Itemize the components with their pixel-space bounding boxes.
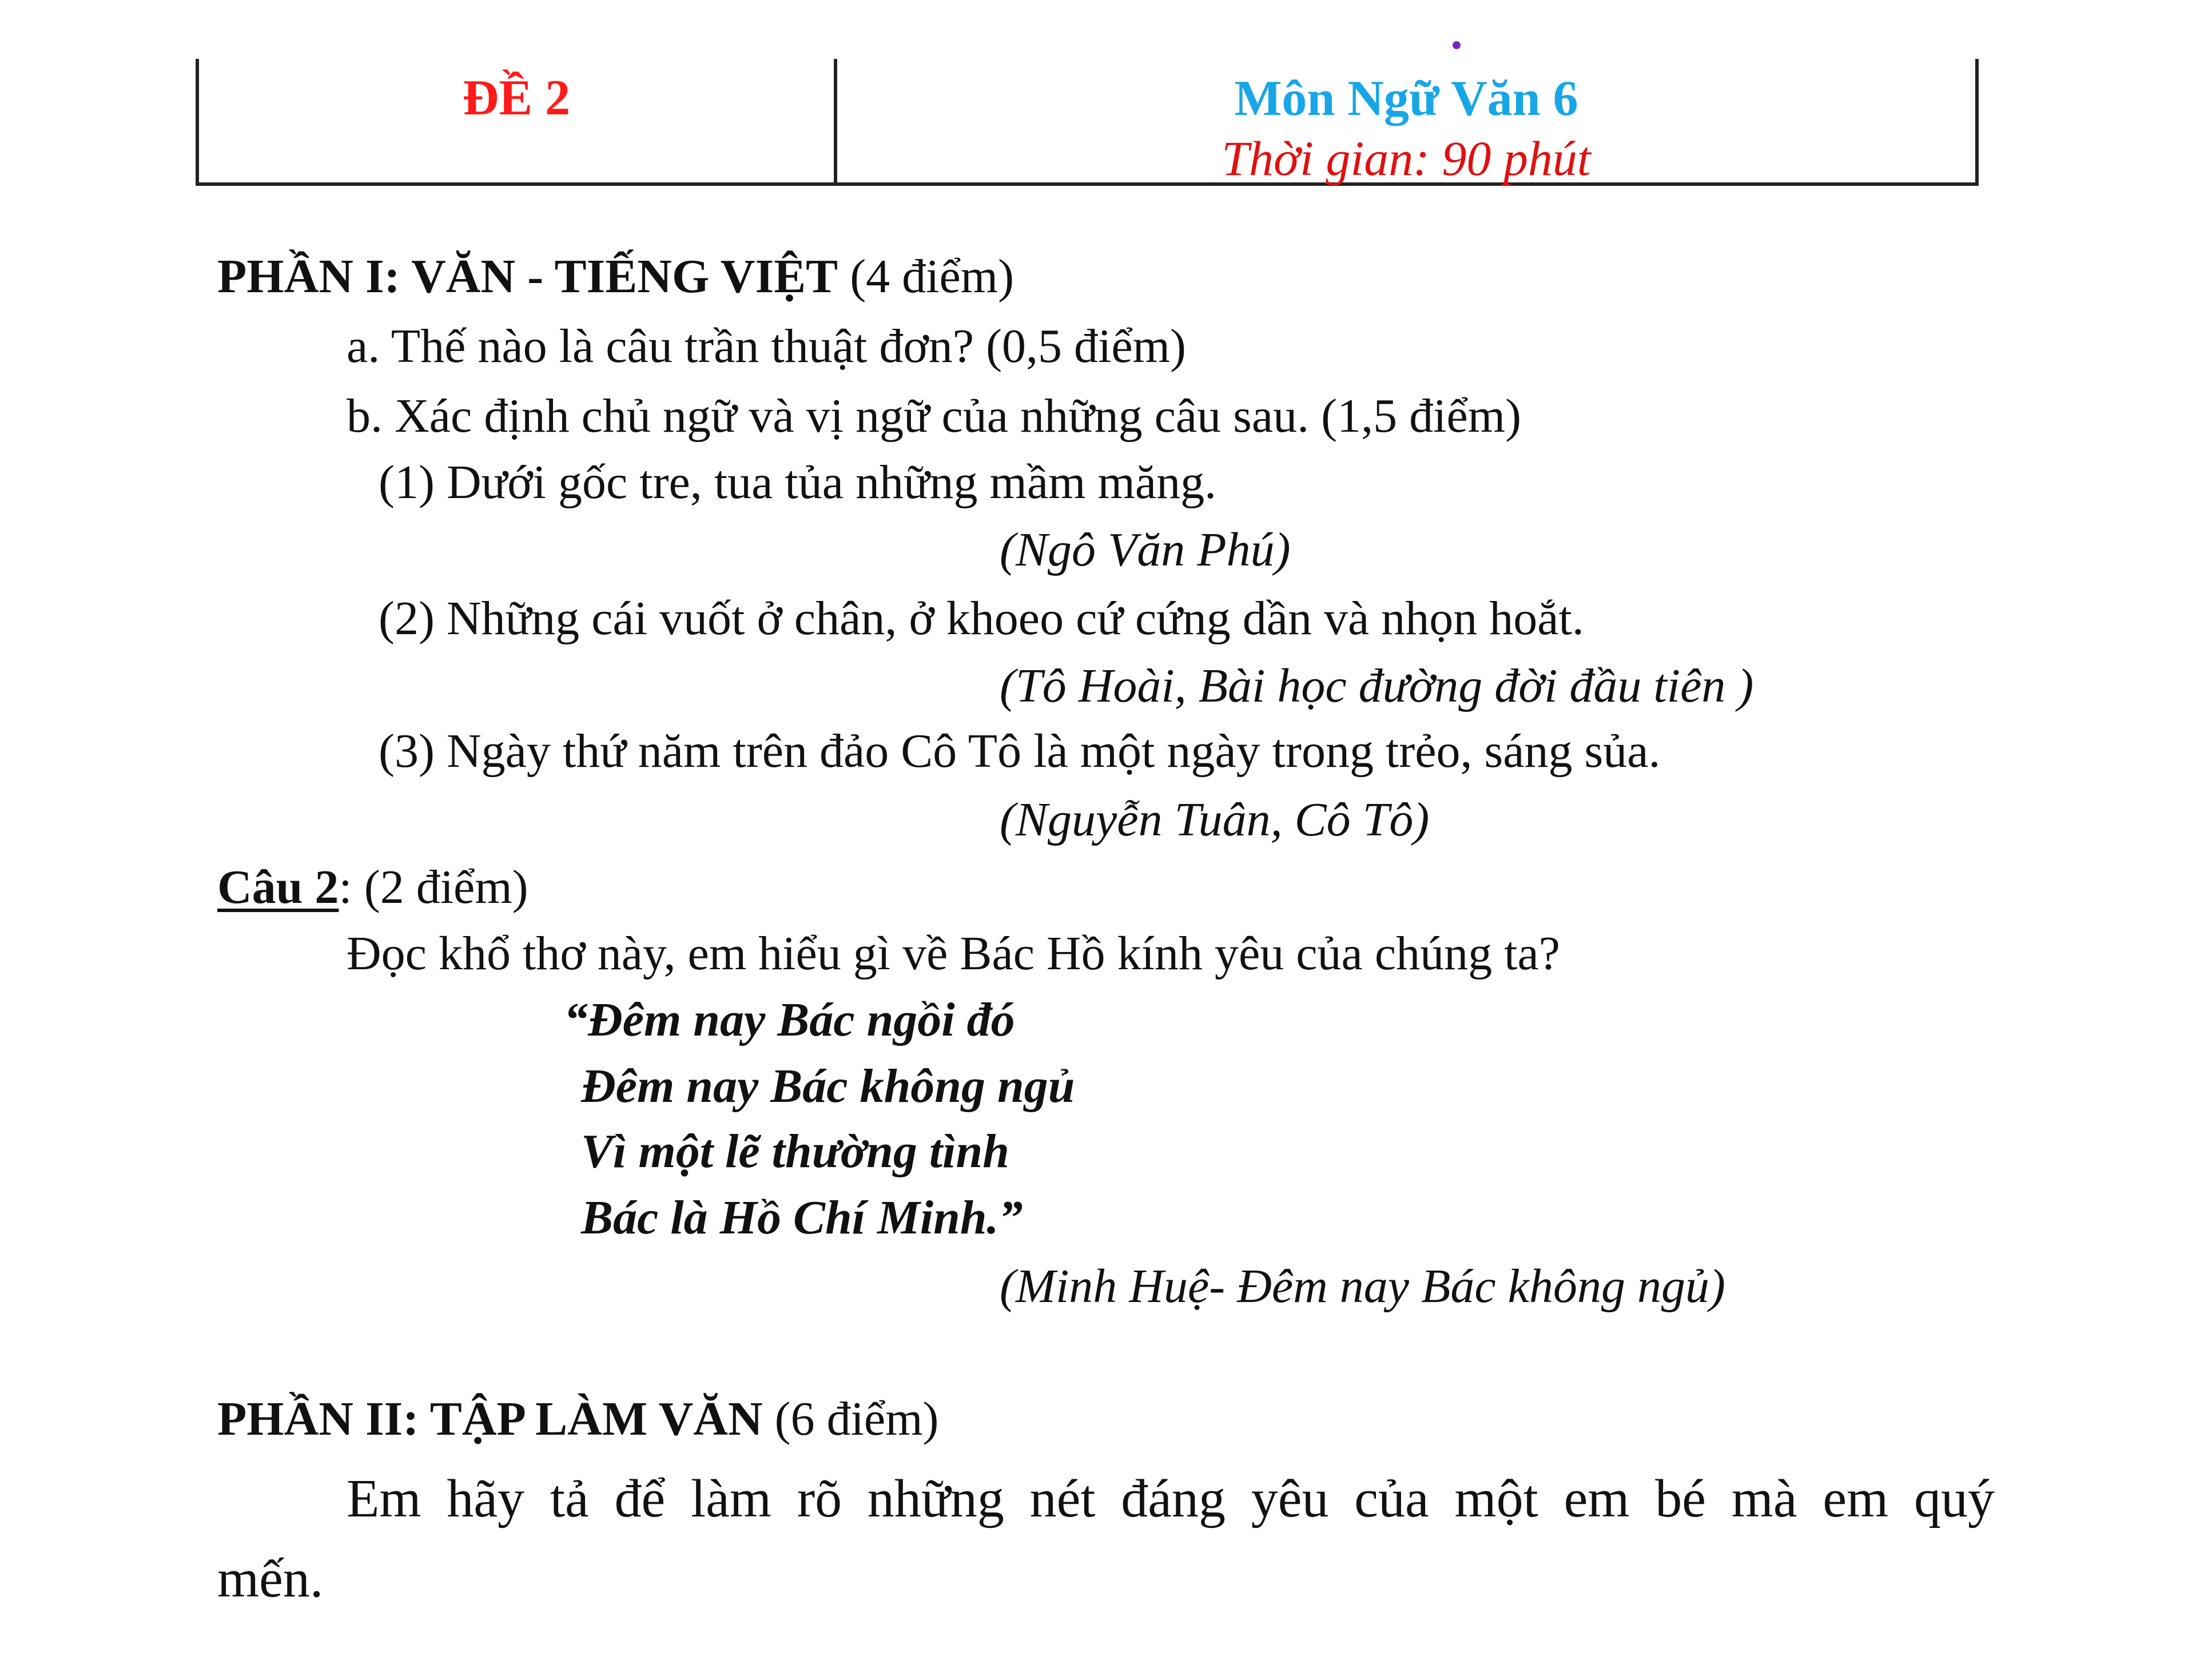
header-info	[837, 69, 1975, 188]
question2-points: : (2 điểm)	[339, 861, 528, 914]
part1-points: (4 điểm)	[850, 250, 1015, 303]
question2-label: Câu 2	[217, 861, 339, 914]
sentence-3: (3) Ngày thứ năm trên đảo Cô Tô là một ngày trong trẻo, sáng sủa.	[379, 724, 1661, 778]
sentence-2-source: (Tô Hoài, Bài học đường đời đầu tiên )	[1000, 659, 1754, 712]
sentence-3-source: (Nguyễn Tuân, Cô Tô)	[1000, 793, 1430, 846]
header-table	[196, 59, 1979, 186]
poem-line-3: Vì một lẽ thường tình	[581, 1125, 1009, 1178]
poem-line-1: “Đêm nay Bác ngồi đó	[564, 993, 1015, 1046]
exam-duration: Thời gian: 90 phút	[1222, 131, 1591, 186]
poem-line-2: Đêm nay Bác không ngủ	[581, 1060, 1075, 1113]
part1-heading-line	[217, 248, 1014, 305]
question-b: b. Xác định chủ ngữ và vị ngữ của những câu sau. (1,5 điểm)	[347, 389, 1522, 443]
poem-source: (Minh Huệ- Đêm nay Bác không ngủ)	[1000, 1260, 1725, 1313]
poem-line-4: Bác là Hồ Chí Minh.”	[581, 1191, 1023, 1244]
sentence-2: (2) Những cái vuốt ở chân, ở khoeo cứ cứng dần và nhọn hoắt.	[379, 592, 1584, 645]
question-a: a. Thế nào là câu trần thuật đơn? (0,5 điểm)	[347, 320, 1186, 373]
part2-heading: PHẦN II: TẬP LÀM VĂN	[217, 1392, 763, 1446]
exam-label: ĐỀ 2	[462, 70, 571, 126]
part2-points: (6 điểm)	[774, 1392, 939, 1446]
question2-prompt: Đọc khổ thơ này, em hiểu gì về Bác Hồ kính yêu của chúng ta?	[347, 927, 1561, 980]
subject-title: Môn Ngữ Văn 6	[1234, 71, 1578, 126]
part2-prompt-line1: Em hãy tả để làm rõ những nét đáng yêu của một em bé mà em quý	[347, 1469, 1995, 1528]
sentence-1: (1) Dưới gốc tre, tua tủa những mầm măng.	[379, 456, 1217, 509]
part2-heading-line	[217, 1391, 939, 1448]
part2-prompt-line2: mến.	[217, 1549, 324, 1609]
sentence-1-source: (Ngô Văn Phú)	[1000, 523, 1291, 576]
question2-heading-line	[217, 859, 528, 916]
part1-heading: PHẦN I: VĂN - TIẾNG VIỆT	[217, 250, 838, 303]
stray-dot	[1453, 41, 1461, 49]
